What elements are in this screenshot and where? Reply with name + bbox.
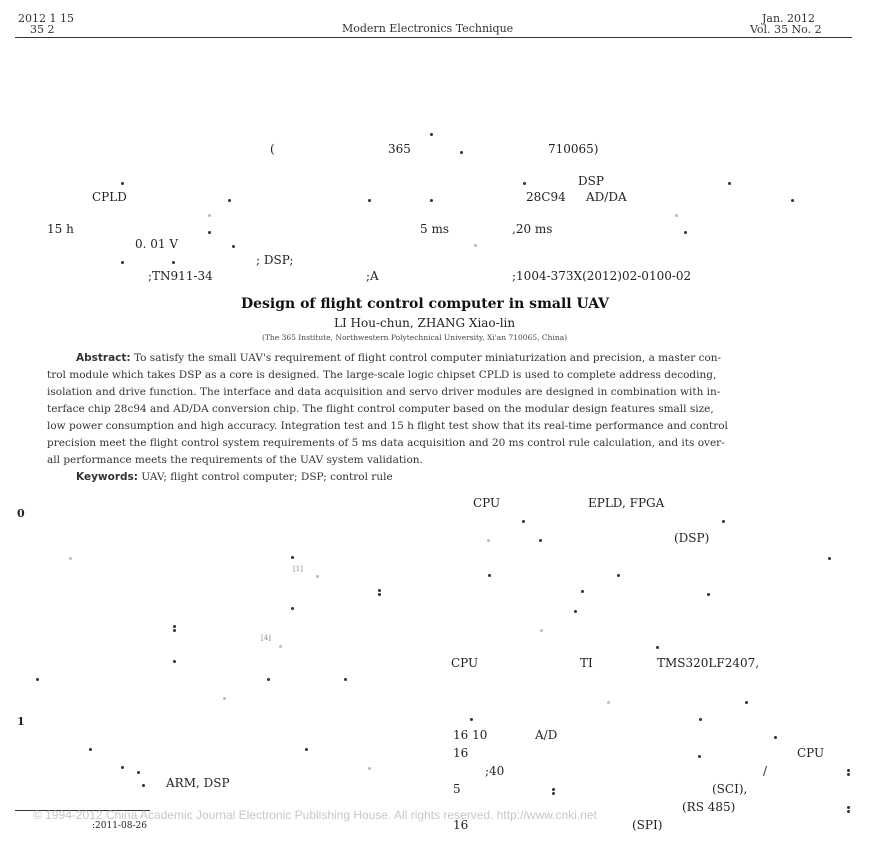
punct-dot (208, 231, 211, 234)
punct-dot (574, 610, 577, 613)
punct-dot (474, 244, 477, 247)
section-1-heading: 1 (17, 715, 25, 728)
cn-abstract-adda: AD/DA (586, 190, 627, 204)
punct-dot (142, 784, 145, 787)
punct-dot (728, 182, 731, 185)
punct-dot (344, 678, 347, 681)
body-40: ;40 (485, 764, 505, 778)
punct-dot (487, 539, 490, 542)
punct-dot (232, 245, 235, 248)
abstract-line-2: trol module which takes DSP as a core is designed. The large-scale logic chipset CPLD is used to complete address decoding, (47, 369, 717, 381)
abstract-label: Abstract: (76, 352, 131, 364)
body-ad: A/D (535, 728, 558, 742)
punct-dot (617, 574, 620, 577)
punct-dot (223, 697, 226, 700)
header-rule (15, 37, 852, 38)
punct-dot (607, 701, 610, 704)
cn-keyword-dsp: ; DSP; (256, 253, 294, 267)
punct-dot (774, 736, 777, 739)
body-spi: (SPI) (632, 818, 663, 832)
abstract-line-4: terface chip 28c94 and AD/DA conversion chip. The flight control computer based on the modular design features small size, (47, 403, 714, 415)
punct-dot (173, 625, 176, 628)
punct-dot (208, 214, 211, 217)
english-affiliation: (The 365 Institute, Northwestern Polytechnical University, Xi'an 710065, China) (262, 333, 568, 342)
cn-affiliation-institute: 365 (388, 142, 411, 156)
body-16b: 16 (453, 818, 469, 832)
punct-dot (488, 574, 491, 577)
header-volume-en: Vol. 35 No. 2 (750, 23, 822, 36)
cn-abstract-28c94: 28C94 (526, 190, 566, 204)
body-rs485: (RS 485) (682, 800, 736, 814)
header-volume-number: 35 2 (30, 23, 55, 36)
punct-dot (470, 718, 473, 721)
body-dsp: (DSP) (674, 531, 710, 545)
cn-affiliation-open: ( (270, 142, 275, 156)
abstract-line-1: Abstract: To satisfy the small UAV's requirement of flight control computer miniaturization and precision, a master con- (76, 352, 722, 364)
body-tms320lf2407: TMS320LF2407, (657, 656, 760, 670)
body-epld-fpga: EPLD, FPGA (588, 496, 665, 510)
abstract-label-colon (121, 182, 124, 185)
body-sci: (SCI), (712, 782, 748, 796)
punct-dot (847, 769, 850, 772)
punct-dot (828, 557, 831, 560)
punct-dot (552, 792, 555, 795)
cn-abstract-20ms: ,20 ms (512, 222, 553, 236)
punct-dot (745, 701, 748, 704)
punct-dot (699, 718, 702, 721)
punct-dot (305, 748, 308, 751)
english-authors: LI Hou-chun, ZHANG Xiao-lin (334, 316, 516, 330)
body-slash: / (763, 764, 768, 778)
body-ti: TI (580, 656, 593, 670)
body-cpu-2: CPU (451, 656, 479, 670)
punct-dot (460, 151, 463, 154)
body-arm-dsp: ARM, DSP (166, 776, 230, 790)
cn-abstract-001v: 0. 01 V (135, 237, 179, 251)
punct-dot (228, 199, 231, 202)
punct-dot (121, 766, 124, 769)
author-separator-dot (430, 133, 433, 136)
cn-abstract-cpld: CPLD (92, 190, 127, 204)
punct-dot (378, 593, 381, 596)
body-cpu-1: CPU (473, 496, 501, 510)
punct-dot (378, 589, 381, 592)
clc-number: ;TN911-34 (148, 269, 213, 283)
punct-dot (684, 231, 687, 234)
punct-dot (267, 678, 270, 681)
punct-dot (581, 590, 584, 593)
punct-dot (847, 806, 850, 809)
punct-dot (675, 214, 678, 217)
section-0-heading: 0 (17, 507, 25, 520)
cn-abstract-5ms: 5 ms (420, 222, 449, 236)
punct-dot (36, 678, 39, 681)
body-5: 5 (453, 782, 461, 796)
document-code: ;A (366, 269, 379, 283)
punct-dot (279, 645, 282, 648)
punct-dot (173, 660, 176, 663)
punct-dot (791, 199, 794, 202)
abstract-line-3: isolation and drive function. The interface and data acquisition and servo driver modules are designed in combination with in- (47, 386, 721, 398)
punct-dot (540, 629, 543, 632)
citation-4: [4] (261, 634, 271, 642)
punct-dot (368, 767, 371, 770)
keywords-line: Keywords: UAV; flight control computer; DSP; control rule (76, 471, 393, 483)
article-number: ;1004-373X(2012)02-0100-02 (512, 269, 692, 283)
copyright-watermark: © 1994-2012 China Academic Journal Electronic Publishing House. All rights reserved. http://www.cnki.net (33, 808, 597, 822)
received-date: :2011-08-26 (92, 821, 147, 831)
abstract-line-7: all performance meets the requirements of the UAV system validation. (47, 454, 423, 466)
punct-dot (847, 810, 850, 813)
body-16: 16 (453, 746, 469, 760)
punct-dot (291, 556, 294, 559)
punct-dot (522, 520, 525, 523)
punct-dot (89, 748, 92, 751)
cn-affiliation-postcode: 710065) (548, 142, 599, 156)
punct-dot (539, 539, 542, 542)
punct-dot (173, 629, 176, 632)
punct-dot (656, 646, 659, 649)
punct-dot (291, 607, 294, 610)
cn-abstract-15h: 15 h (47, 222, 74, 236)
english-title: Design of flight control computer in small UAV (241, 296, 609, 312)
punct-dot (172, 261, 175, 264)
punct-dot (707, 593, 710, 596)
keywords-label-colon (121, 261, 124, 264)
punct-dot (847, 773, 850, 776)
header-issue-date: 2012 1 15 (18, 12, 74, 25)
punct-dot (430, 199, 433, 202)
punct-dot (523, 182, 526, 185)
abstract-line-5: low power consumption and high accuracy. Integration test and 15 h flight test show that its real-time performance and control (47, 420, 728, 432)
journal-name: Modern Electronics Technique (342, 22, 514, 35)
punct-dot (69, 557, 72, 560)
header-date-en: Jan. 2012 (762, 12, 816, 25)
punct-dot (722, 520, 725, 523)
cn-abstract-dsp: DSP (578, 174, 604, 188)
punct-dot (137, 771, 140, 774)
body-cpu-3: CPU (797, 746, 825, 760)
punct-dot (698, 755, 701, 758)
citation-1: [1] (293, 565, 303, 573)
punct-dot (552, 788, 555, 791)
abstract-line-6: precision meet the flight control system requirements of 5 ms data acquisition and 20 ms control rule calculation, and its over- (47, 437, 725, 449)
body-16-10: 16 10 (453, 728, 488, 742)
punct-dot (368, 199, 371, 202)
punct-dot (316, 575, 319, 578)
keywords-label: Keywords: (76, 471, 138, 483)
